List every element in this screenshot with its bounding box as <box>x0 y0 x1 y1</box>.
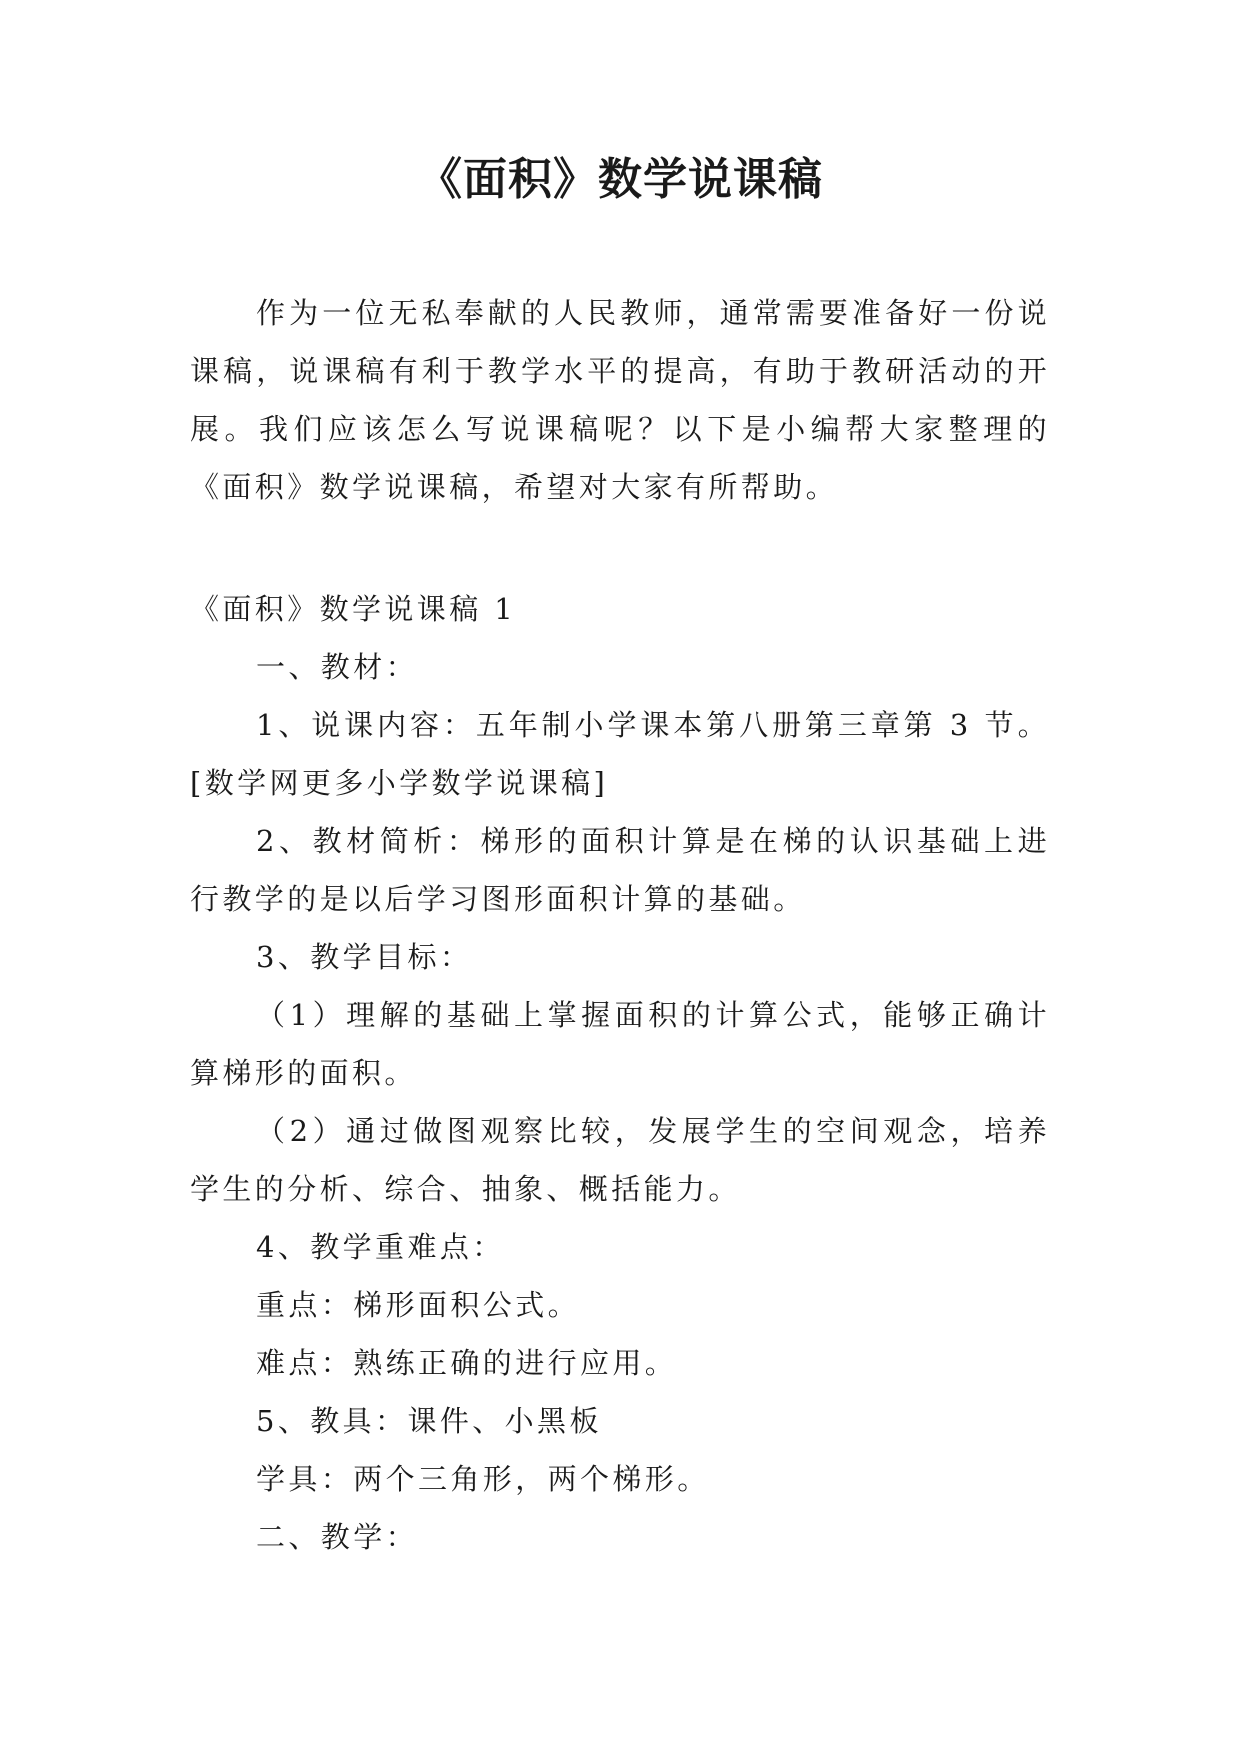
paragraph-teaching-goals: 3、教学目标： <box>256 940 473 974</box>
section-heading: 《面积》数学说课稿 1 <box>190 592 517 626</box>
paragraph-key-difficulties: 4、教学重难点： <box>256 1230 505 1264</box>
paragraph-difficulty: 难点：熟练正确的进行应用。 <box>256 1346 678 1380</box>
paragraph-textbook: 一、教材： <box>256 650 419 684</box>
lesson-content <box>190 580 1050 1566</box>
paragraph-teaching-aids: 5、教具：课件、小黑板 <box>256 1404 602 1438</box>
paragraph-teaching: 二、教学： <box>256 1520 419 1554</box>
paragraph-lesson-content: 1、说课内容：五年制小学课本第八册第三章第 3 节。[数学网更多小学数学说课稿] <box>190 708 1050 800</box>
paragraph-goal-1: （1）理解的基础上掌握面积的计算公式，能够正确计算梯形的面积。 <box>190 998 1050 1090</box>
paragraph-textbook-analysis: 2、教材简析：梯形的面积计算是在梯的认识基础上进行教学的是以后学习图形面积计算的基础。 <box>190 824 1050 916</box>
paragraph-learning-aids: 学具：两个三角形，两个梯形。 <box>256 1462 710 1496</box>
paragraph-goal-2: （2）通过做图观察比较，发展学生的空间观念，培养学生的分析、综合、抽象、概括能力。 <box>190 1114 1050 1206</box>
document-title: 《面积》数学说课稿 <box>418 154 823 205</box>
paragraph-key-point: 重点：梯形面积公式。 <box>256 1288 581 1322</box>
intro-paragraph: 作为一位无私奉献的人民教师，通常需要准备好一份说课稿，说课稿有利于教学水平的提高，有助于教研活动的开展。我们应该怎么写说课稿呢？以下是小编帮大家整理的《面积》数学说课稿，希望对大家有所帮助。 <box>190 296 1050 504</box>
